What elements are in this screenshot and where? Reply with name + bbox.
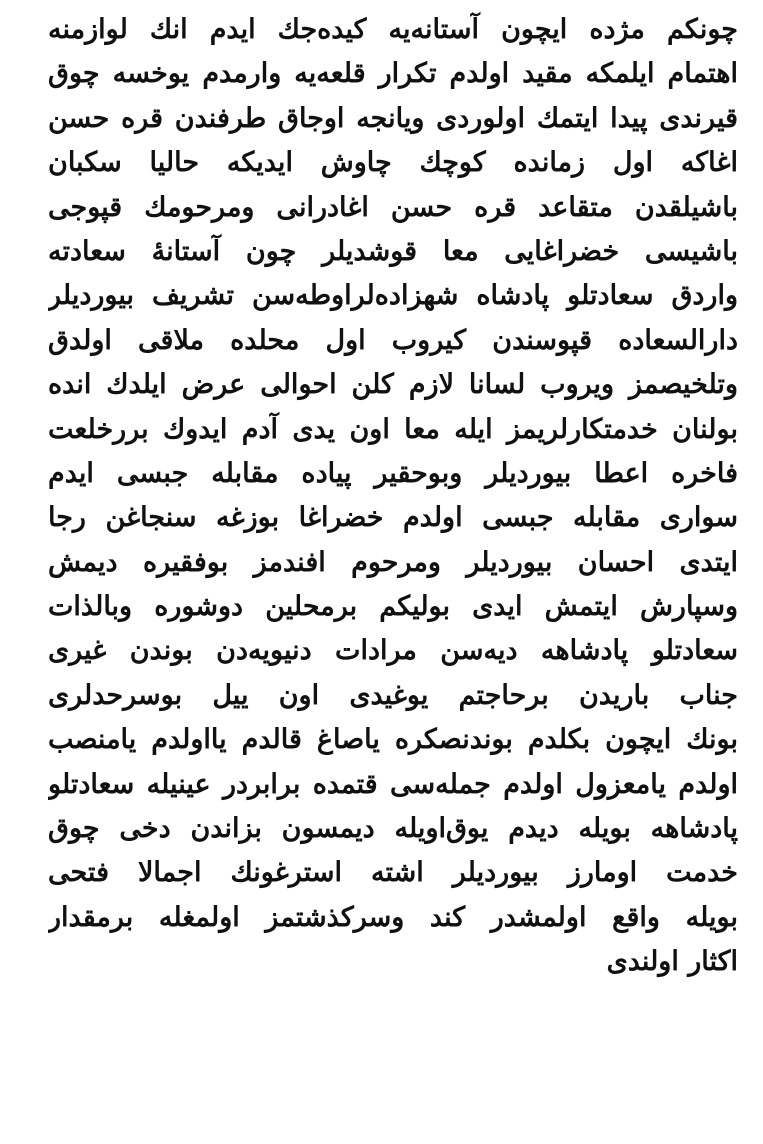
text-line-1: چونکم مژده ایچون آستانه‌یه کیده‌جك ایدم انك لوازمنه [48,14,738,45]
text-line-12: سواری مقابله جبسی اولدم خضراغا بوزغه سنجاغن رجا [48,502,738,534]
text-line-14: وسپارش ایتمش ایدی بولیکم برمحلین دوشوره وبالذات [48,591,738,623]
ottoman-text-block [48,8,738,985]
text-line-9: وتلخیصمز ویروب لسانا لازم کلن احوالی عرض ایلدك انده [48,369,738,401]
text-line-5: باشیلقدن متقاعد قره حسن اغادرانی ومرحومك قپوجی [48,191,738,223]
text-line-21: بویله واقع اولمشدر کند وسرکذشتمز اولمغله برمقدار [48,901,738,933]
text-line-17: بونك ایچون بکلدم بوندنصکره یاصاغ قالدم یااولدم یامنصب [48,724,738,756]
text-line-15: سعادتلو پادشاهه دیه‌سن مرادات دنیویه‌دن بوندن غیری [48,635,738,667]
text-line-11: فاخره اعطا بیوردیلر وبوحقیر پیاده مقابله جبسی ایدم [48,457,738,489]
text-line-7: واردق سعادتلو پادشاه شهزاده‌لراوطه‌سن تشریف بیوردیلر [48,280,738,312]
text-line-18: اولدم یامعزول اولدم جمله‌سی قتمده برابردر عینیله سعادتلو [48,768,738,800]
text-line-19: پادشاهه بویله دیدم یوق‌اویله دیمسون بزاندن دخی چوق [48,813,738,845]
text-line-20: خدمت اومارز بیوردیلر اشته استرغونك اجمالا فتحی [48,857,738,889]
text-line-4: اغاکه اول زمانده کوچك چاوش ایدیکه حالیا سکبان [48,147,738,179]
text-line-6: باشیسی خضراغایی معا قوشدیلر چون آستانهٔ سعادته [48,235,738,267]
text-line-3: قیرندی پیدا ایتمك اولوردی ویانجه اوجاق طرفندن قره حسن [48,102,738,134]
text-line-2: اهتمام ایلمکه مقید اولدم تکرار قلعه‌یه وارمدم یوخسه چوق [48,58,738,90]
text-line-16: جناب باریدن برحاجتم یوغیدی اون ییل بوسرحدلری [48,679,738,711]
text-line-22: اکثار اولندی [606,946,738,978]
text-line-13: ایتدی احسان بیوردیلر ومرحوم افندمز بوفقیره دیمش [48,546,738,578]
text-line-8: دارالسعاده قپوسندن کیروب اول محلده ملاقی اولدق [48,324,738,356]
text-line-10: بولنان خدمتکارلریمز ایله معا اون یدی آدم ایدوك بررخلعت [48,413,738,445]
